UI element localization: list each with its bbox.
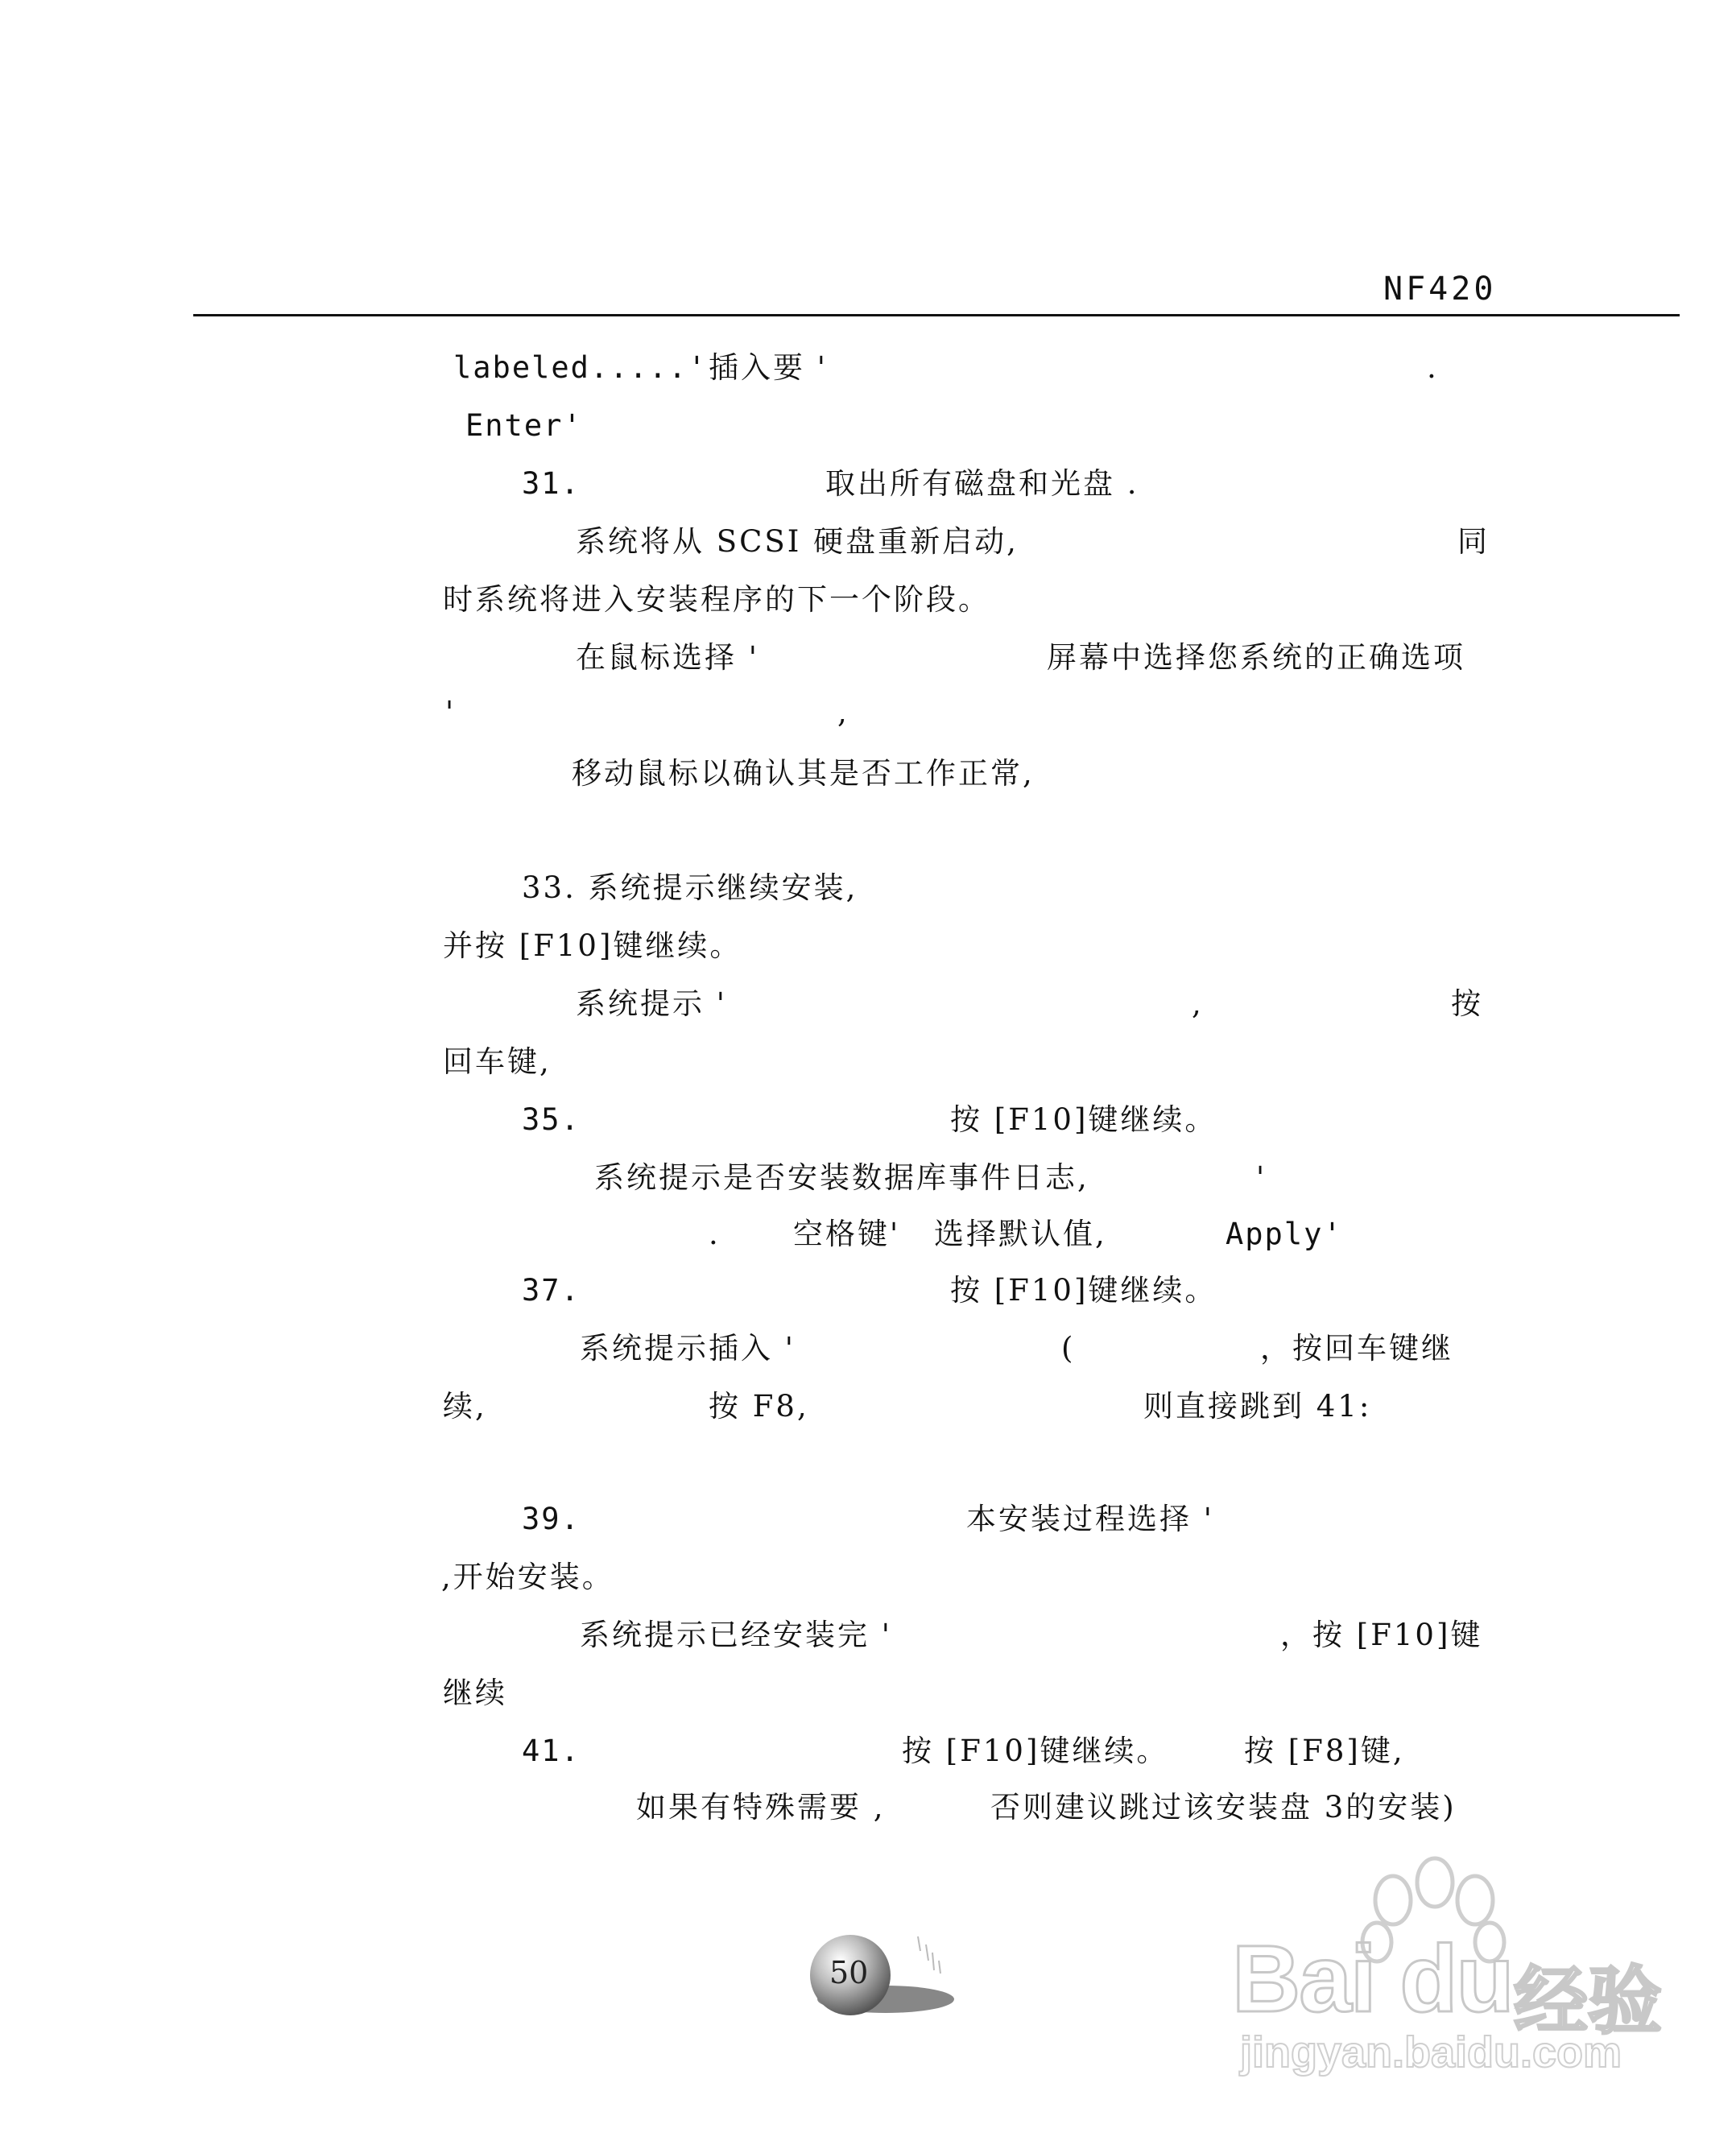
text-line: 系统提示 ': [576, 986, 727, 1021]
text-line: 否则建议跳过该安装盘 3的安装): [990, 1790, 1457, 1825]
text-line: .: [709, 1217, 721, 1251]
text-line: 37.: [522, 1273, 581, 1308]
text-line: 在鼠标选择 ': [576, 640, 759, 675]
text-line: 41.: [522, 1734, 581, 1768]
watermark-url: jingyan.baidu.com: [1240, 2028, 1622, 2077]
text-line: ，按回车键继: [1260, 1331, 1453, 1366]
text-line: 按 [F8]键,: [1244, 1734, 1405, 1768]
text-line: 取出所有磁盘和光盘 .: [825, 466, 1139, 501]
text-line: 按 [F10]键继续。: [902, 1734, 1169, 1768]
watermark-cn: 经验: [1514, 1958, 1663, 2044]
text-line: 插入要 ': [709, 350, 828, 385]
text-line: 31.: [522, 466, 581, 501]
header-rule: [193, 314, 1680, 316]
text-line: ，按 [F10]键: [1280, 1618, 1483, 1652]
text-line: .: [1427, 350, 1439, 385]
text-line: 同: [1457, 524, 1490, 559]
text-line: 回车键,: [443, 1044, 552, 1079]
page-number-ball-icon: [797, 1928, 974, 2025]
text-line: 按 [F10]键继续。: [950, 1102, 1217, 1137]
text-line: 时系统将进入安装程序的下一个阶段。: [443, 582, 990, 617]
text-line: 选择默认值,: [934, 1217, 1107, 1251]
text-line: 继续: [443, 1676, 507, 1710]
text-line: ,开始安装。: [441, 1560, 614, 1594]
text-line: 并按 [F10]键继续。: [443, 928, 742, 963]
text-line: ,: [837, 695, 849, 729]
text-line: 系统提示插入 ': [580, 1331, 796, 1366]
text-line: 则直接跳到 41:: [1143, 1389, 1372, 1424]
text-line: 系统提示是否安装数据库事件日志,: [594, 1160, 1089, 1195]
text-line: 按 [F10]键继续。: [950, 1273, 1217, 1308]
text-line: 屏幕中选择您系统的正确选项: [1047, 640, 1465, 675]
text-line: Enter': [465, 408, 583, 443]
text-line: (: [1061, 1331, 1076, 1366]
text-line: 39.: [522, 1502, 581, 1536]
text-line: 移动鼠标以确认其是否工作正常,: [572, 756, 1035, 791]
text-line: 33. 系统提示继续安装,: [522, 870, 858, 905]
text-line: ,: [1192, 986, 1204, 1021]
text-line: 35.: [522, 1102, 581, 1137]
watermark-brand: Bai du: [1232, 1926, 1513, 2032]
text-line: 系统提示已经安装完 ': [580, 1618, 892, 1652]
running-header: NF420: [1383, 271, 1497, 308]
text-line: 按: [1451, 986, 1483, 1021]
text-line: ': [445, 695, 457, 729]
text-line: labeled.....': [453, 350, 708, 385]
text-line: 如果有特殊需要 ,: [636, 1790, 886, 1825]
text-line: Apply': [1226, 1217, 1343, 1251]
page-number: 50: [829, 1955, 869, 1990]
text-line: ': [1256, 1160, 1267, 1195]
text-line: 本安装过程选择 ': [966, 1502, 1214, 1536]
text-line: 空格键': [793, 1217, 901, 1251]
text-line: 续,: [443, 1389, 487, 1424]
text-line: 系统将从 SCSI 硬盘重新启动,: [576, 524, 1019, 559]
text-line: 按 F8,: [709, 1389, 809, 1424]
